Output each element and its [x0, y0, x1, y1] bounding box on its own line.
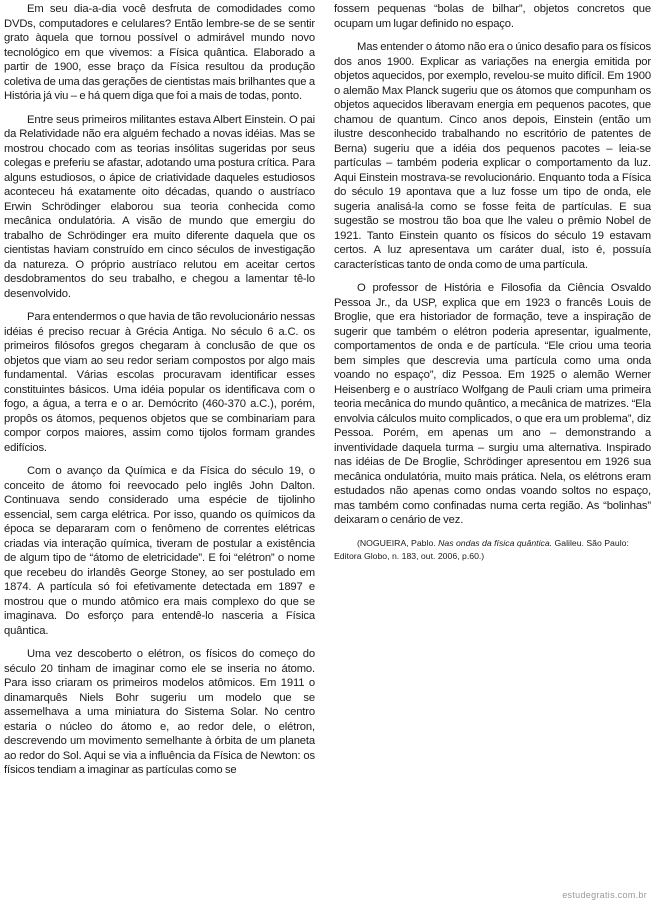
citation-suffix: Galileu. São Paulo: Editora Globo, n. 183, out. 2006, p.60.): [334, 537, 629, 561]
watermark-footer: estudegratis.com.br: [562, 890, 647, 900]
paragraph-continuation: fossem pequenas “bolas de bilhar”, objetos concretos que ocupam um lugar definido no espaço.: [334, 3, 651, 30]
paragraph-dalton-electron: Com o avanço da Química e da Física do século 19, o conceito de átomo foi reevocado pelo inglês John Dalton. Continuava sendo considerado uma espécie de tijolinho essencial, sem carga elétrica. Por isso, quando os químicos da época se depararam com o fenômeno de correntes elétricas criadas via interação química, tiveram de postular a existência de algum tipo de “átomo de eletricidade”. E foi “elétron” o nome que recebeu do irlandês George Stoney, ao ser postulado em 1874. A partícula só foi efetivamente detectada em 1897 e mostrou que o mundo atômico era mais complexo do que se imaginava. Do esforço para entendê-lo nasceria a Física quântica.: [4, 465, 315, 637]
paragraph-planck-einstein: Mas entender o átomo não era o único desafio para os físicos dos anos 1900. Explicar as variações na energia emitida por objetos aquecidos, por exemplo, revelou-se muito difícil. Em 1900 o alemão Max Planck sugeriu que os átomos que compunham os objetos aquecidos liberavam energia em pequenos pacotes, que chamou de quantum. Cinco anos depois, Einstein (então um ilustre desconhecido trabalhando no escritório de patentes de Berna) sugeriu que a idéia dos pequenos pacotes – leia-se partículas – também poderia explicar o comportamento da luz. Aqui Einstein mostrava-se revolucionário. Enquanto toda a Física do século 19 apontava que a luz fosse um tipo de onda, ele sugeria analisá-la como se fosse feita de partículas. E sua sugestão se mostrou tão boa que lhe valeu o prêmio Nobel de 1921. Tanto Einstein quanto os físicos do século 19 estavam certos. A luz apresentava um caráter dual, isto é, possuía características tanto de onda como de uma partícula.: [334, 41, 651, 271]
paragraph-bohr-model: Uma vez descoberto o elétron, os físicos do começo do século 20 tinham de imaginar como ele se inseria no átomo. Para isso criaram os primeiros modelos atômicos. Em 1911 o dinamarquês Niels Bohr sugeriu um modelo que se assemelhava a uma miniatura do Sistema Solar. No centro estaria o núcleo do átomo e, ao redor dele, o elétron, descrevendo um movimento semelhante à órbita de um planeta ao redor do Sol. Aqui se via a influência da Física de Newton: os físicos tendiam a imaginar as partículas como se: [4, 648, 315, 776]
paragraph-intro: Em seu dia-a-dia você desfruta de comodidades como DVDs, computadores e celulares? Então lembre-se de se sentir grato àquela que tornou possível o admirável mundo novo tecnológico em que vivemos: a Física quântica. Elaborado a partir de 1900, esse braço da Física resultou da produção coletiva de uma das gerações de cientistas mais brilhantes que a História já viu – e há quem diga que foi a mais de todas, ponto.: [4, 3, 315, 102]
paragraph-einstein-schrodinger: Entre seus primeiros militantes estava Albert Einstein. O pai da Relatividade não era alguém fechado a novas idéias. Mas se mostrou chocado com as teorias insólitas sugeridas por seus colegas e preferiu se afastar, adotando uma postura crítica. Para alguns estudiosos, o ápice de criatividade daqueles estudiosos aconteceu há exatamente oito décadas, quando o austríaco Erwin Schrödinger elaborou sua teoria conhecida como mecânica ondulatória. A visão de mundo que emergiu do trabalho de Schrödinger era muito diferente daquela que os cientistas haviam construído em cinco séculos de investigação da natureza. O próprio austríaco relutou em aceitar certos desdobramentos do seu trabalho, e chegou a lamentar tê-lo desenvolvido.: [4, 113, 315, 300]
left-column: [4, 2, 315, 787]
paragraph-de-broglie: O professor de História e Filosofia da Ciência Osvaldo Pessoa Jr., da USP, explica que em 1923 o francês Louis de Broglie, que era historiador de formação, teve a inspiração de sugerir que também o elétron poderia apresentar, igualmente, comportamentos de onda e de partícula. “Ele criou uma teoria bem simples que descrevia uma partícula como uma onda voando no espaço”, diz Pessoa. Em 1925 o alemão Werner Heisenberg e o austríaco Wolfgang de Pauli criam uma primeira teoria mecânica do mundo quântico, a mecânica de matrizes. “Ela envolvia cálculos muito complicados, o que era um problema”, diz Pessoa. Porém, em apenas um ano – demonstrando a inventividade daquela turma – surgiu uma alternativa. Inspirado nas idéias de De Broglie, Schrödinger apresentou em 1926 sua mecânica ondulatória, muito mais prática. Nela, os elétrons eram estudados não apenas como ondas voando soltos no espaço, mas também como confinadas numa certa região. As “bolinhas” deixaram o cenário de vez.: [334, 282, 651, 526]
paragraph-greek-atoms: Para entendermos o que havia de tão revolucionário nessas idéias é preciso recuar à Grécia Antiga. No século 6 a.C. os primeiros filósofos gregos chegaram à conclusão de que os objetos que viam ao seu redor seriam compostos por algo mais fundamental. Várias escolas procuravam identificar esses constituintes básicos. Uma idéia popular os identificava com o fogo, a água, a terra e o ar. Demócrito (460-370 a.C.), porém, propôs os átomos, pequenos objetos que se combinariam para compor corpos maiores, assim como tijolos formam grandes edifícios.: [4, 311, 315, 454]
citation: [334, 537, 651, 564]
right-column: [334, 2, 651, 564]
citation-title: Nas ondas da física quântica.: [438, 537, 553, 548]
citation-prefix: (NOGUEIRA, Pablo.: [357, 537, 439, 548]
